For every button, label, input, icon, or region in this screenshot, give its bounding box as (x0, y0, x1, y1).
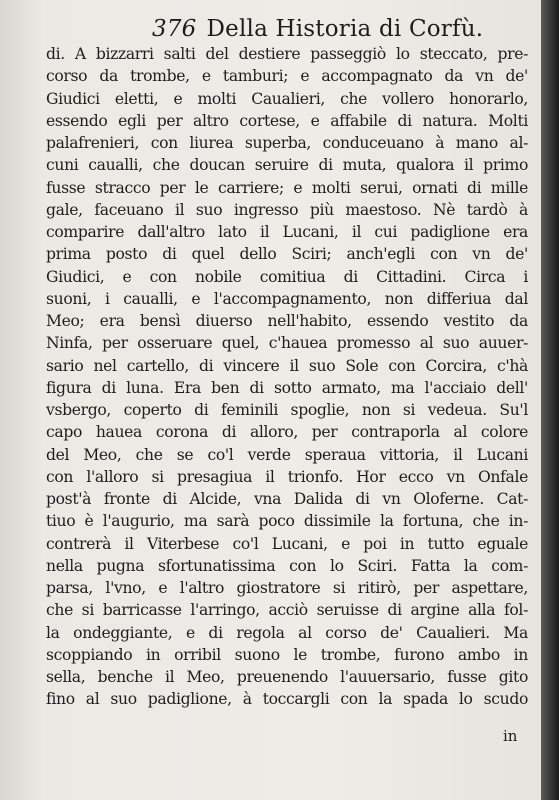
text-line: del Meo, che se co'l verde speraua vittoria, il Lucani (46, 445, 528, 464)
text-line: Ninfa, per osseruare quel, c'hauea promesso al suo auuer- (46, 334, 528, 353)
text-line: gale, faceuano il suo ingresso più maestoso. Nè tardò à (46, 200, 528, 219)
text-line: che si barricasse l'arringo, acciò seruisse di argine alla fol- (46, 601, 528, 620)
text-line: Meo; era bensì diuerso nell'habito, essendo vestito da (46, 312, 528, 330)
text-line: figura di luna. Era ben di sotto armato, ma l'acciaio dell' (46, 378, 528, 397)
text-line: corso da trombe, e tamburi; e accompagnato da vn de' (46, 67, 528, 86)
text-line: cuni caualli, che doucan seruire di muta, qualora il primo (46, 156, 528, 175)
running-title: Della Historia di Corfù. (206, 16, 484, 42)
text-line: fusse stracco per le carriere; e molti serui, ornati di mille (46, 178, 528, 197)
page-header (152, 16, 483, 42)
text-line: Giudici eletti, e molti Caualieri, che vollero honorarlo, (46, 89, 528, 108)
text-line: di. A bizzarri salti del destiere passeggiò lo steccato, pre- (46, 45, 528, 63)
text-line: tiuo è l'augurio, ma sarà poco dissimile la fortuna, che in- (46, 512, 528, 531)
body-text (46, 43, 528, 711)
text-line: la ondeggiante, e di regola al corso de' Caualieri. Ma (46, 623, 528, 642)
text-line: suoni, i caualli, e l'accompagnamento, non differiua dal (46, 289, 528, 308)
text-line: parsa, l'vno, e l'altro giostratore si ritirò, per aspettare, (46, 579, 528, 597)
text-line: sella, benche il Meo, preuenendo l'auuersario, fusse gito (46, 668, 528, 686)
catchword: in (503, 727, 518, 745)
text-line: fino al suo padiglione, à toccargli con la spada lo scudo (46, 690, 528, 709)
text-line: scoppiando in orribil suono le trombe, furono ambo in (46, 645, 528, 664)
text-line: comparire dall'altro lato il Lucani, il cui padiglione era (46, 223, 528, 241)
text-line: contrerà il Viterbese co'l Lucani, e poi in tutto eguale (46, 534, 528, 553)
text-line: capo hauea corona di alloro, per contraporla al colore (46, 423, 528, 442)
text-line: prima posto di quel dello Sciri; anch'egli con vn de' (46, 245, 528, 264)
text-line: Giudici, e con nobile comitiua di Cittadini. Circa i (46, 267, 528, 286)
text-line: post'à fronte di Alcide, vna Dalida di vn Oloferne. Cat- (46, 490, 528, 508)
page-edge-shadow (541, 0, 559, 800)
text-line: sario nel cartello, di vincere il suo Sole con Corcira, c'hà (46, 356, 528, 375)
text-line: essendo egli per altro cortese, e affabile di natura. Molti (46, 111, 528, 130)
text-line: vsbergo, coperto di feminili spoglie, non si vedeua. Su'l (46, 401, 528, 419)
text-line: palafrenieri, con liurea superba, conduceuano à mano al- (46, 134, 528, 152)
page-number: 376 (152, 16, 197, 42)
text-line: con l'alloro si presagiua il trionfo. Hor ecco vn Onfale (46, 467, 528, 486)
text-line: nella pugna sfortunatissima con lo Sciri. Fatta la com- (46, 556, 528, 575)
